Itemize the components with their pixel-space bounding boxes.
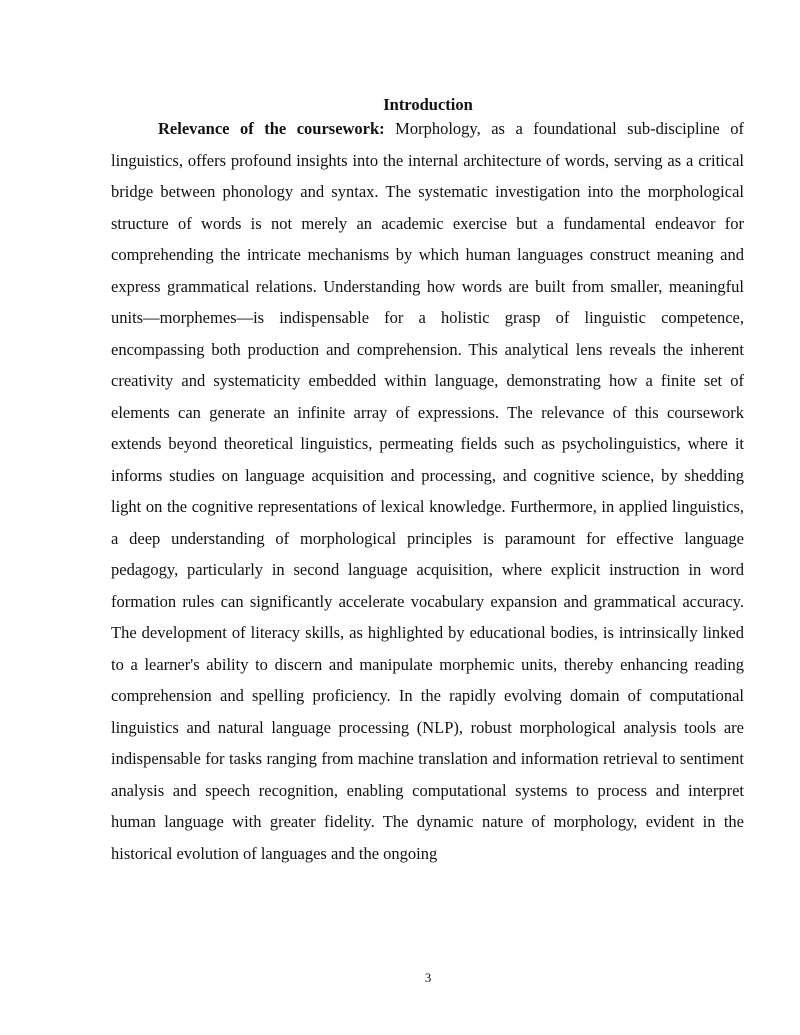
lead-label: Relevance of the coursework: — [158, 119, 385, 138]
body-paragraph — [111, 113, 744, 869]
paragraph-text: Morphology, as a foundational sub-discipline of linguistics, offers profound insights into the internal architecture of words, serving as a critical bridge between phonology and syntax. The systematic investigation into the morphological structure of words is not merely an academic exercise but a fundamental endeavor for comprehending the intricate mechanisms by which human languages construct meaning and express grammatical relations. Understanding how words are built from smaller, meaningful units—morphemes—is indispensable for a holistic grasp of linguistic competence, encompassing both production and comprehension. This analytical lens reveals the inherent creativity and systematicity embedded within language, demonstrating how a finite set of elements can generate an infinite array of expressions. The relevance of this coursework extends beyond theoretical linguistics, permeating fields such as psycholinguistics, where it informs studies on language acquisition and processing, and cognitive science, by shedding light on the cognitive representations of lexical knowledge. Furthermore, in applied linguistics, a deep understanding of morphological principles is paramount for effective language pedagogy, particularly in second language acquisition, where explicit instruction in word formation rules can significantly accelerate vocabulary expansion and grammatical accuracy. The development of literacy skills, as highlighted by educational bodies, is intrinsically linked to a learner's ability to discern and manipulate morphemic units, thereby enhancing reading comprehension and spelling proficiency. In the rapidly evolving domain of computational linguistics and natural language processing (NLP), robust morphological analysis tools are indispensable for tasks ranging from machine translation and information retrieval to sentiment analysis and speech recognition, enabling computational systems to process and interpret human language with greater fidelity. The dynamic nature of morphology, evident in the historical evolution of languages and the ongoing — [111, 119, 744, 863]
page-number: 3 — [424, 970, 432, 985]
section-heading: Introduction — [383, 95, 473, 114]
